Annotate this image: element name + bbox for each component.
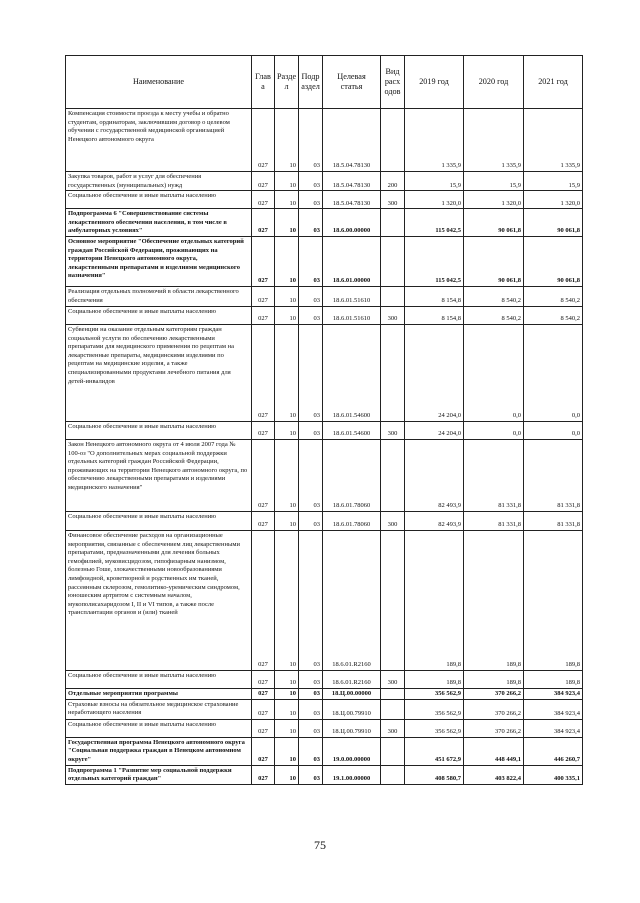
cell-vid bbox=[381, 530, 405, 670]
cell-2021: 8 540,2 bbox=[524, 286, 583, 306]
cell-target: 18.6.01.51610 bbox=[323, 286, 381, 306]
table-row bbox=[66, 191, 583, 209]
cell-2019: 115 042,5 bbox=[405, 209, 464, 237]
cell-vid bbox=[381, 286, 405, 306]
cell-2021: 8 540,2 bbox=[524, 306, 583, 324]
cell-razdel: 10 bbox=[275, 421, 299, 439]
cell-2019: 356 562,9 bbox=[405, 688, 464, 699]
header-glava: Глав а bbox=[252, 56, 275, 109]
cell-2019: 24 204,0 bbox=[405, 421, 464, 439]
cell-target: 18.6.01.54600 bbox=[323, 324, 381, 421]
cell-2019: 24 204,0 bbox=[405, 324, 464, 421]
cell-vid: 200 bbox=[381, 172, 405, 191]
cell-2020: 81 331,8 bbox=[464, 511, 524, 530]
cell-vid: 300 bbox=[381, 421, 405, 439]
cell-vid bbox=[381, 439, 405, 511]
cell-name bbox=[66, 286, 252, 306]
cell-2019: 82 493,9 bbox=[405, 511, 464, 530]
row-label: Социальное обеспечение и иные выплаты населению bbox=[68, 720, 217, 728]
cell-glava: 027 bbox=[252, 286, 275, 306]
table-row bbox=[66, 286, 583, 306]
cell-podrazdel: 03 bbox=[299, 511, 323, 530]
row-label: Основное мероприятие "Обеспечение отдельных категорий граждан Российской Федерации, проживающих на территории Ненецкого автономного округа, лекарственными препаратами и изделиями медицинского назначения" bbox=[68, 237, 244, 280]
header-2020: 2020 год bbox=[464, 56, 524, 109]
cell-2020: 403 822,4 bbox=[464, 765, 524, 784]
cell-glava: 027 bbox=[252, 765, 275, 784]
cell-2021: 1 335,9 bbox=[524, 109, 583, 172]
cell-2020: 1 320,0 bbox=[464, 191, 524, 209]
cell-podrazdel: 03 bbox=[299, 209, 323, 237]
cell-2019: 408 580,7 bbox=[405, 765, 464, 784]
cell-podrazdel: 03 bbox=[299, 688, 323, 699]
cell-2020: 448 449,1 bbox=[464, 737, 524, 765]
cell-2020: 0,0 bbox=[464, 421, 524, 439]
cell-razdel: 10 bbox=[275, 530, 299, 670]
row-label: Социальное обеспечение и иные выплаты населению bbox=[68, 422, 217, 430]
cell-glava: 027 bbox=[252, 737, 275, 765]
cell-glava: 027 bbox=[252, 324, 275, 421]
cell-target: 18.5.04.78130 bbox=[323, 109, 381, 172]
header-vid: Вид расх одов bbox=[381, 56, 405, 109]
row-label: Отдельные мероприятия программы bbox=[68, 689, 178, 697]
cell-razdel: 10 bbox=[275, 286, 299, 306]
cell-target: 18.6.01.00000 bbox=[323, 236, 381, 286]
cell-2021: 384 923,4 bbox=[524, 688, 583, 699]
cell-razdel: 10 bbox=[275, 765, 299, 784]
table-row bbox=[66, 511, 583, 530]
cell-name bbox=[66, 688, 252, 699]
cell-2019: 356 562,9 bbox=[405, 719, 464, 737]
table-row bbox=[66, 324, 583, 421]
table-row bbox=[66, 765, 583, 784]
cell-target: 18.6.01.51610 bbox=[323, 306, 381, 324]
cell-name bbox=[66, 236, 252, 286]
cell-vid: 300 bbox=[381, 511, 405, 530]
cell-2021: 1 320,0 bbox=[524, 191, 583, 209]
cell-vid bbox=[381, 236, 405, 286]
cell-2020: 8 540,2 bbox=[464, 306, 524, 324]
cell-2020: 15,9 bbox=[464, 172, 524, 191]
cell-2019: 1 335,9 bbox=[405, 109, 464, 172]
cell-name bbox=[66, 306, 252, 324]
cell-2021: 446 260,7 bbox=[524, 737, 583, 765]
header-2021: 2021 год bbox=[524, 56, 583, 109]
cell-vid bbox=[381, 765, 405, 784]
cell-glava: 027 bbox=[252, 209, 275, 237]
cell-vid bbox=[381, 699, 405, 719]
cell-vid bbox=[381, 209, 405, 237]
cell-2021: 90 061,8 bbox=[524, 236, 583, 286]
table-body bbox=[66, 109, 583, 785]
table-row bbox=[66, 236, 583, 286]
row-label: Закупка товаров, работ и услуг для обеспечения государственных (муниципальных) нужд bbox=[68, 173, 202, 189]
cell-name bbox=[66, 765, 252, 784]
cell-podrazdel: 03 bbox=[299, 439, 323, 511]
cell-razdel: 10 bbox=[275, 719, 299, 737]
cell-razdel: 10 bbox=[275, 172, 299, 191]
cell-target: 18.Ц.00.79910 bbox=[323, 699, 381, 719]
cell-vid: 300 bbox=[381, 719, 405, 737]
cell-2021: 0,0 bbox=[524, 324, 583, 421]
header-podrazdel: Подр аздел bbox=[299, 56, 323, 109]
row-label: Компенсация стоимости проезда к месту учебы и обратно студентам, ординаторам, заключившим договор о целевом обучении с государственной медицинской организацией Ненецкого автономного округа bbox=[68, 110, 230, 143]
cell-glava: 027 bbox=[252, 306, 275, 324]
cell-2020: 370 266,2 bbox=[464, 699, 524, 719]
cell-glava: 027 bbox=[252, 699, 275, 719]
row-label: Реализация отдельных полномочий в области лекарственного обеспечения bbox=[68, 287, 239, 304]
table-row bbox=[66, 530, 583, 670]
cell-2019: 189,8 bbox=[405, 670, 464, 688]
cell-name bbox=[66, 324, 252, 421]
cell-target: 18.6.00.00000 bbox=[323, 209, 381, 237]
table-row bbox=[66, 209, 583, 237]
cell-razdel: 10 bbox=[275, 670, 299, 688]
cell-target: 18.Ц.00.00000 bbox=[323, 688, 381, 699]
row-label: Социальное обеспечение и иные выплаты населению bbox=[68, 512, 217, 520]
cell-2020: 189,8 bbox=[464, 530, 524, 670]
table-row bbox=[66, 688, 583, 699]
cell-2021: 384 923,4 bbox=[524, 699, 583, 719]
cell-2019: 115 042,5 bbox=[405, 236, 464, 286]
cell-razdel: 10 bbox=[275, 324, 299, 421]
cell-2019: 8 154,8 bbox=[405, 306, 464, 324]
cell-podrazdel: 03 bbox=[299, 306, 323, 324]
row-label: Государственная программа Ненецкого автономного округа "Социальная поддержка граждан в Ненецком автономном округе" bbox=[68, 738, 245, 763]
budget-table bbox=[65, 55, 583, 785]
cell-2021: 0,0 bbox=[524, 421, 583, 439]
cell-razdel: 10 bbox=[275, 737, 299, 765]
row-label: Подпрограмма 6 "Совершенствование системы лекарственного обеспечения населения, в том числе в амбулаторных условиях" bbox=[68, 210, 227, 235]
table-row bbox=[66, 172, 583, 191]
table-row bbox=[66, 109, 583, 172]
cell-glava: 027 bbox=[252, 191, 275, 209]
cell-glava: 027 bbox=[252, 530, 275, 670]
cell-glava: 027 bbox=[252, 719, 275, 737]
cell-2020: 1 335,9 bbox=[464, 109, 524, 172]
cell-target: 18.6.01.R2160 bbox=[323, 530, 381, 670]
header-target: Целевая статья bbox=[323, 56, 381, 109]
cell-target: 18.6.01.54600 bbox=[323, 421, 381, 439]
cell-glava: 027 bbox=[252, 511, 275, 530]
cell-glava: 027 bbox=[252, 421, 275, 439]
cell-name bbox=[66, 719, 252, 737]
cell-razdel: 10 bbox=[275, 191, 299, 209]
cell-podrazdel: 03 bbox=[299, 172, 323, 191]
cell-2021: 81 331,8 bbox=[524, 439, 583, 511]
cell-name bbox=[66, 699, 252, 719]
cell-podrazdel: 03 bbox=[299, 719, 323, 737]
cell-2019: 82 493,9 bbox=[405, 439, 464, 511]
cell-podrazdel: 03 bbox=[299, 286, 323, 306]
cell-target: 18.5.04.78130 bbox=[323, 191, 381, 209]
cell-name bbox=[66, 670, 252, 688]
cell-razdel: 10 bbox=[275, 699, 299, 719]
cell-target: 19.0.00.00000 bbox=[323, 737, 381, 765]
cell-2021: 90 061,8 bbox=[524, 209, 583, 237]
cell-name bbox=[66, 737, 252, 765]
table-header-row bbox=[66, 56, 583, 109]
cell-2020: 90 061,8 bbox=[464, 209, 524, 237]
cell-razdel: 10 bbox=[275, 109, 299, 172]
row-label: Субвенции на оказание отдельным категориям граждан социальной услуги по обеспечению лекарственными препаратами для медицинского применения по рецептам на лекарственные препараты, медицинскими изделиями по рецептам на медицинские изделия, а также специализированными продуктами лечебного питания для детей-инвалидов bbox=[68, 325, 234, 385]
cell-2019: 15,9 bbox=[405, 172, 464, 191]
cell-2020: 370 266,2 bbox=[464, 719, 524, 737]
cell-razdel: 10 bbox=[275, 688, 299, 699]
cell-name bbox=[66, 511, 252, 530]
table-row bbox=[66, 670, 583, 688]
cell-vid bbox=[381, 324, 405, 421]
cell-podrazdel: 03 bbox=[299, 737, 323, 765]
cell-name bbox=[66, 530, 252, 670]
cell-razdel: 10 bbox=[275, 511, 299, 530]
cell-2019: 8 154,8 bbox=[405, 286, 464, 306]
cell-vid: 300 bbox=[381, 670, 405, 688]
cell-glava: 027 bbox=[252, 439, 275, 511]
cell-2020: 0,0 bbox=[464, 324, 524, 421]
cell-razdel: 10 bbox=[275, 439, 299, 511]
cell-razdel: 10 bbox=[275, 209, 299, 237]
cell-2020: 189,8 bbox=[464, 670, 524, 688]
cell-2020: 8 540,2 bbox=[464, 286, 524, 306]
cell-2020: 81 331,8 bbox=[464, 439, 524, 511]
cell-podrazdel: 03 bbox=[299, 421, 323, 439]
cell-name bbox=[66, 172, 252, 191]
table-row bbox=[66, 737, 583, 765]
row-label: Закон Ненецкого автономного округа от 4 июля 2007 года № 100-оз "О дополнительных мерах социальной поддержки отдельных категорий граждан Российской Федерации, проживающих на территории Ненецкого автономного округа, по обеспечению лекарственными препаратами и изделиями медицинского назначения" bbox=[68, 440, 248, 491]
cell-2019: 189,8 bbox=[405, 530, 464, 670]
table-row bbox=[66, 306, 583, 324]
table-row bbox=[66, 719, 583, 737]
cell-vid bbox=[381, 109, 405, 172]
cell-name bbox=[66, 439, 252, 511]
row-label: Финансовое обеспечение расходов на организационные мероприятия, связанные с обеспечением лиц лекарственными препаратами, предназначенными для лечения больных гемофилией, муковисцидозом, гипофизарным нанизмом, болезнью Гоше, злокачественными новообразованиями лимфоидной, кроветворной и родственных им тканей, рассеянным склерозом, гемолитико-уремическим синдромом, юношеским артритом с системным началом, мукополисахаридозом I, II и VI типов, а также после трансплантации органов и (или) тканей bbox=[68, 531, 240, 617]
table-row bbox=[66, 699, 583, 719]
cell-target: 18.6.01.78060 bbox=[323, 439, 381, 511]
header-2019: 2019 год bbox=[405, 56, 464, 109]
cell-vid: 300 bbox=[381, 191, 405, 209]
cell-razdel: 10 bbox=[275, 306, 299, 324]
cell-podrazdel: 03 bbox=[299, 530, 323, 670]
cell-podrazdel: 03 bbox=[299, 191, 323, 209]
row-label: Подпрограмма 1 "Развитие мер социальной поддержки отдельных категорий граждан" bbox=[68, 766, 232, 783]
row-label: Страховые взносы на обязательное медицинское страхование неработающего населения bbox=[68, 700, 239, 717]
cell-target: 18.6.01.78060 bbox=[323, 511, 381, 530]
cell-podrazdel: 03 bbox=[299, 699, 323, 719]
page-number: 75 bbox=[314, 838, 326, 852]
table-row bbox=[66, 421, 583, 439]
cell-glava: 027 bbox=[252, 109, 275, 172]
cell-podrazdel: 03 bbox=[299, 765, 323, 784]
cell-podrazdel: 03 bbox=[299, 324, 323, 421]
cell-2020: 90 061,8 bbox=[464, 236, 524, 286]
cell-vid bbox=[381, 737, 405, 765]
cell-2020: 370 266,2 bbox=[464, 688, 524, 699]
header-razdel: Разде л bbox=[275, 56, 299, 109]
cell-2021: 15,9 bbox=[524, 172, 583, 191]
cell-target: 19.1.00.00000 bbox=[323, 765, 381, 784]
cell-podrazdel: 03 bbox=[299, 109, 323, 172]
cell-2019: 1 320,0 bbox=[405, 191, 464, 209]
cell-2021: 384 923,4 bbox=[524, 719, 583, 737]
cell-2021: 81 331,8 bbox=[524, 511, 583, 530]
header-name: Наименование bbox=[66, 56, 252, 109]
cell-2019: 451 672,9 bbox=[405, 737, 464, 765]
cell-target: 18.5.04.78130 bbox=[323, 172, 381, 191]
cell-name bbox=[66, 209, 252, 237]
cell-2021: 400 335,1 bbox=[524, 765, 583, 784]
row-label: Социальное обеспечение и иные выплаты населению bbox=[68, 307, 217, 315]
cell-glava: 027 bbox=[252, 236, 275, 286]
cell-name bbox=[66, 109, 252, 172]
cell-target: 18.6.01.R2160 bbox=[323, 670, 381, 688]
cell-vid bbox=[381, 688, 405, 699]
cell-razdel: 10 bbox=[275, 236, 299, 286]
cell-glava: 027 bbox=[252, 688, 275, 699]
cell-name bbox=[66, 191, 252, 209]
budget-table-page bbox=[65, 55, 582, 785]
cell-target: 18.Ц.00.79910 bbox=[323, 719, 381, 737]
cell-podrazdel: 03 bbox=[299, 670, 323, 688]
cell-podrazdel: 03 bbox=[299, 236, 323, 286]
row-label: Социальное обеспечение и иные выплаты населению bbox=[68, 671, 217, 679]
cell-2019: 356 562,9 bbox=[405, 699, 464, 719]
cell-glava: 027 bbox=[252, 670, 275, 688]
row-label: Социальное обеспечение и иные выплаты населению bbox=[68, 192, 217, 200]
cell-vid: 300 bbox=[381, 306, 405, 324]
cell-2021: 189,8 bbox=[524, 530, 583, 670]
cell-2021: 189,8 bbox=[524, 670, 583, 688]
table-row bbox=[66, 439, 583, 511]
cell-glava: 027 bbox=[252, 172, 275, 191]
cell-name bbox=[66, 421, 252, 439]
